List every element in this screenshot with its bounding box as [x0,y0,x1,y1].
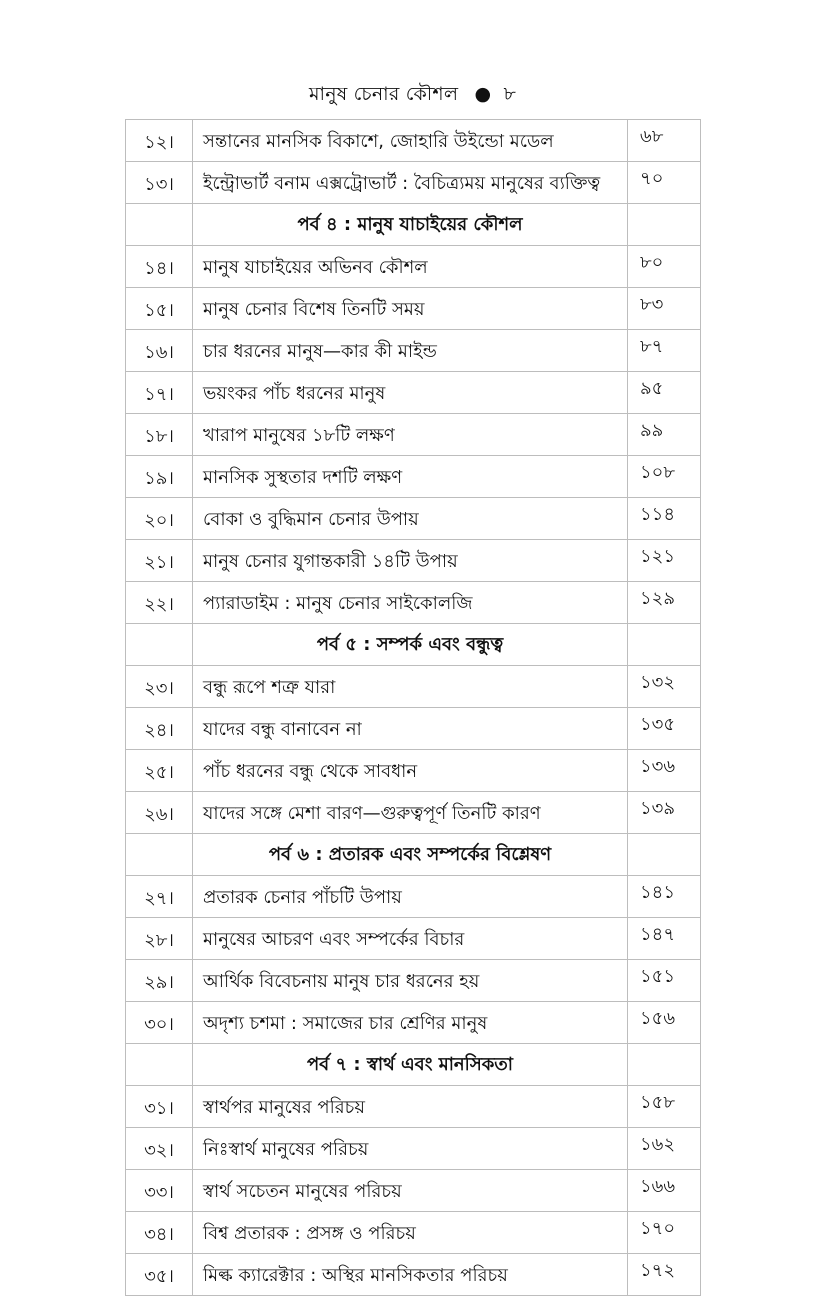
page-number: ৮ [503,83,517,105]
empty-cell [628,204,701,246]
chapter-title: স্বার্থপর মানুষের পরিচয় [193,1086,628,1128]
chapter-page-number: ১৬৬ [628,1170,701,1212]
chapter-number: ১২। [126,120,193,162]
chapter-title: পাঁচ ধরনের বন্ধু থেকে সাবধান [193,750,628,792]
chapter-page-number: ১৫৬ [628,1002,701,1044]
empty-cell [126,624,193,666]
chapter-page-number: ১৪১ [628,876,701,918]
chapter-number: ২১। [126,540,193,582]
chapter-title: চার ধরনের মানুষ—কার কী মাইন্ড [193,330,628,372]
chapter-page-number: ১৩২ [628,666,701,708]
part-title: পর্ব ৫ : সম্পর্ক এবং বন্ধুত্ব [193,624,628,666]
chapter-page-number: ৯৫ [628,372,701,414]
chapter-number: ১৯। [126,456,193,498]
table-row [126,1170,701,1212]
chapter-title: আর্থিক বিবেচনায় মানুষ চার ধরনের হয় [193,960,628,1002]
chapter-page-number: ১৪৭ [628,918,701,960]
empty-cell [628,834,701,876]
chapter-title: বোকা ও বুদ্ধিমান চেনার উপায় [193,498,628,540]
table-row [126,162,701,204]
chapter-title: মানুষ যাচাইয়ের অভিনব কৌশল [193,246,628,288]
chapter-page-number: ১৩৫ [628,708,701,750]
chapter-title: সন্তানের মানসিক বিকাশে, জোহারি উইন্ডো মডেল [193,120,628,162]
part-title: পর্ব ৬ : প্রতারক এবং সম্পর্কের বিশ্লেষণ [193,834,628,876]
chapter-number: ৩৫। [126,1254,193,1296]
chapter-title: মানুষ চেনার যুগান্তকারী ১৪টি উপায় [193,540,628,582]
chapter-number: ১৪। [126,246,193,288]
chapter-number: ২৬। [126,792,193,834]
table-row [126,456,701,498]
chapter-number: ২৪। [126,708,193,750]
chapter-page-number: ১৩৯ [628,792,701,834]
chapter-title: খারাপ মানুষের ১৮টি লক্ষণ [193,414,628,456]
book-title: মানুষ চেনার কৌশল [308,83,459,105]
chapter-page-number: ১০৮ [628,456,701,498]
table-row [126,1002,701,1044]
chapter-title: মানুষের আচরণ এবং সম্পর্কের বিচার [193,918,628,960]
empty-cell [126,1044,193,1086]
table-row [126,120,701,162]
empty-cell [628,1044,701,1086]
chapter-page-number: ১৭০ [628,1212,701,1254]
part-heading-row [126,1044,701,1086]
table-row [126,1128,701,1170]
table-row [126,498,701,540]
table-row [126,414,701,456]
chapter-page-number: ৯৯ [628,414,701,456]
table-row [126,708,701,750]
table-row [126,372,701,414]
chapter-page-number: ১২১ [628,540,701,582]
chapter-title: বিশ্ব প্রতারক : প্রসঙ্গ ও পরিচয় [193,1212,628,1254]
chapter-title: যাদের বন্ধু বানাবেন না [193,708,628,750]
empty-cell [126,834,193,876]
table-row [126,792,701,834]
chapter-number: ২৯। [126,960,193,1002]
table-row [126,1086,701,1128]
table-row [126,750,701,792]
chapter-page-number: ১৫৮ [628,1086,701,1128]
chapter-number: ২৮। [126,918,193,960]
chapter-title: যাদের সঙ্গে মেশা বারণ—গুরুত্বপূর্ণ তিনটি কারণ [193,792,628,834]
chapter-number: ৩১। [126,1086,193,1128]
chapter-number: ১৫। [126,288,193,330]
chapter-page-number: ১৭২ [628,1254,701,1296]
table-row [126,246,701,288]
table-row [126,876,701,918]
chapter-title: মানুষ চেনার বিশেষ তিনটি সময় [193,288,628,330]
chapter-number: ২০। [126,498,193,540]
table-row [126,960,701,1002]
chapter-title: বন্ধু রূপে শত্রু যারা [193,666,628,708]
part-title: পর্ব ৪ : মানুষ যাচাইয়ের কৌশল [193,204,628,246]
table-row [126,288,701,330]
chapter-number: ১৮। [126,414,193,456]
part-heading-row [126,624,701,666]
chapter-number: ২৭। [126,876,193,918]
chapter-number: ৩২। [126,1128,193,1170]
page-header [0,80,825,112]
chapter-page-number: ৭০ [628,162,701,204]
chapter-page-number: ৮৩ [628,288,701,330]
bullet-icon: ● [474,83,492,105]
chapter-page-number: ১২৯ [628,582,701,624]
chapter-title: স্বার্থ সচেতন মানুষের পরিচয় [193,1170,628,1212]
chapter-page-number: ১৩৬ [628,750,701,792]
part-title: পর্ব ৭ : স্বার্থ এবং মানসিকতা [193,1044,628,1086]
chapter-number: ৩৪। [126,1212,193,1254]
chapter-title: মানসিক সুস্থতার দশটি লক্ষণ [193,456,628,498]
empty-cell [628,624,701,666]
chapter-title: ভয়ংকর পাঁচ ধরনের মানুষ [193,372,628,414]
chapter-page-number: ৮০ [628,246,701,288]
chapter-number: ২৩। [126,666,193,708]
chapter-title: প্রতারক চেনার পাঁচটি উপায় [193,876,628,918]
chapter-number: ১৭। [126,372,193,414]
chapter-number: ৩০। [126,1002,193,1044]
part-heading-row [126,204,701,246]
table-of-contents [125,119,701,1296]
chapter-number: ২৫। [126,750,193,792]
chapter-title: নিঃস্বার্থ মানুষের পরিচয় [193,1128,628,1170]
chapter-title: অদৃশ্য চশমা : সমাজের চার শ্রেণির মানুষ [193,1002,628,1044]
chapter-number: ৩৩। [126,1170,193,1212]
chapter-page-number: ১১৪ [628,498,701,540]
chapter-page-number: ১৫১ [628,960,701,1002]
chapter-number: ১৩। [126,162,193,204]
part-heading-row [126,834,701,876]
toc-body [126,120,701,1296]
table-row [126,1212,701,1254]
chapter-page-number: ৬৮ [628,120,701,162]
chapter-number: ১৬। [126,330,193,372]
table-row [126,540,701,582]
chapter-page-number: ১৬২ [628,1128,701,1170]
chapter-page-number: ৮৭ [628,330,701,372]
chapter-title: ইন্ট্রোভার্ট বনাম এক্সট্রোভার্ট : বৈচিত্র্যময় মানুষের ব্যক্তিত্ব [193,162,628,204]
chapter-number: ২২। [126,582,193,624]
empty-cell [126,204,193,246]
table-row [126,918,701,960]
table-row [126,330,701,372]
table-row [126,582,701,624]
chapter-title: মিল্ক ক্যারেক্টার : অস্থির মানসিকতার পরিচয় [193,1254,628,1296]
chapter-title: প্যারাডাইম : মানুষ চেনার সাইকোলজি [193,582,628,624]
table-row [126,666,701,708]
